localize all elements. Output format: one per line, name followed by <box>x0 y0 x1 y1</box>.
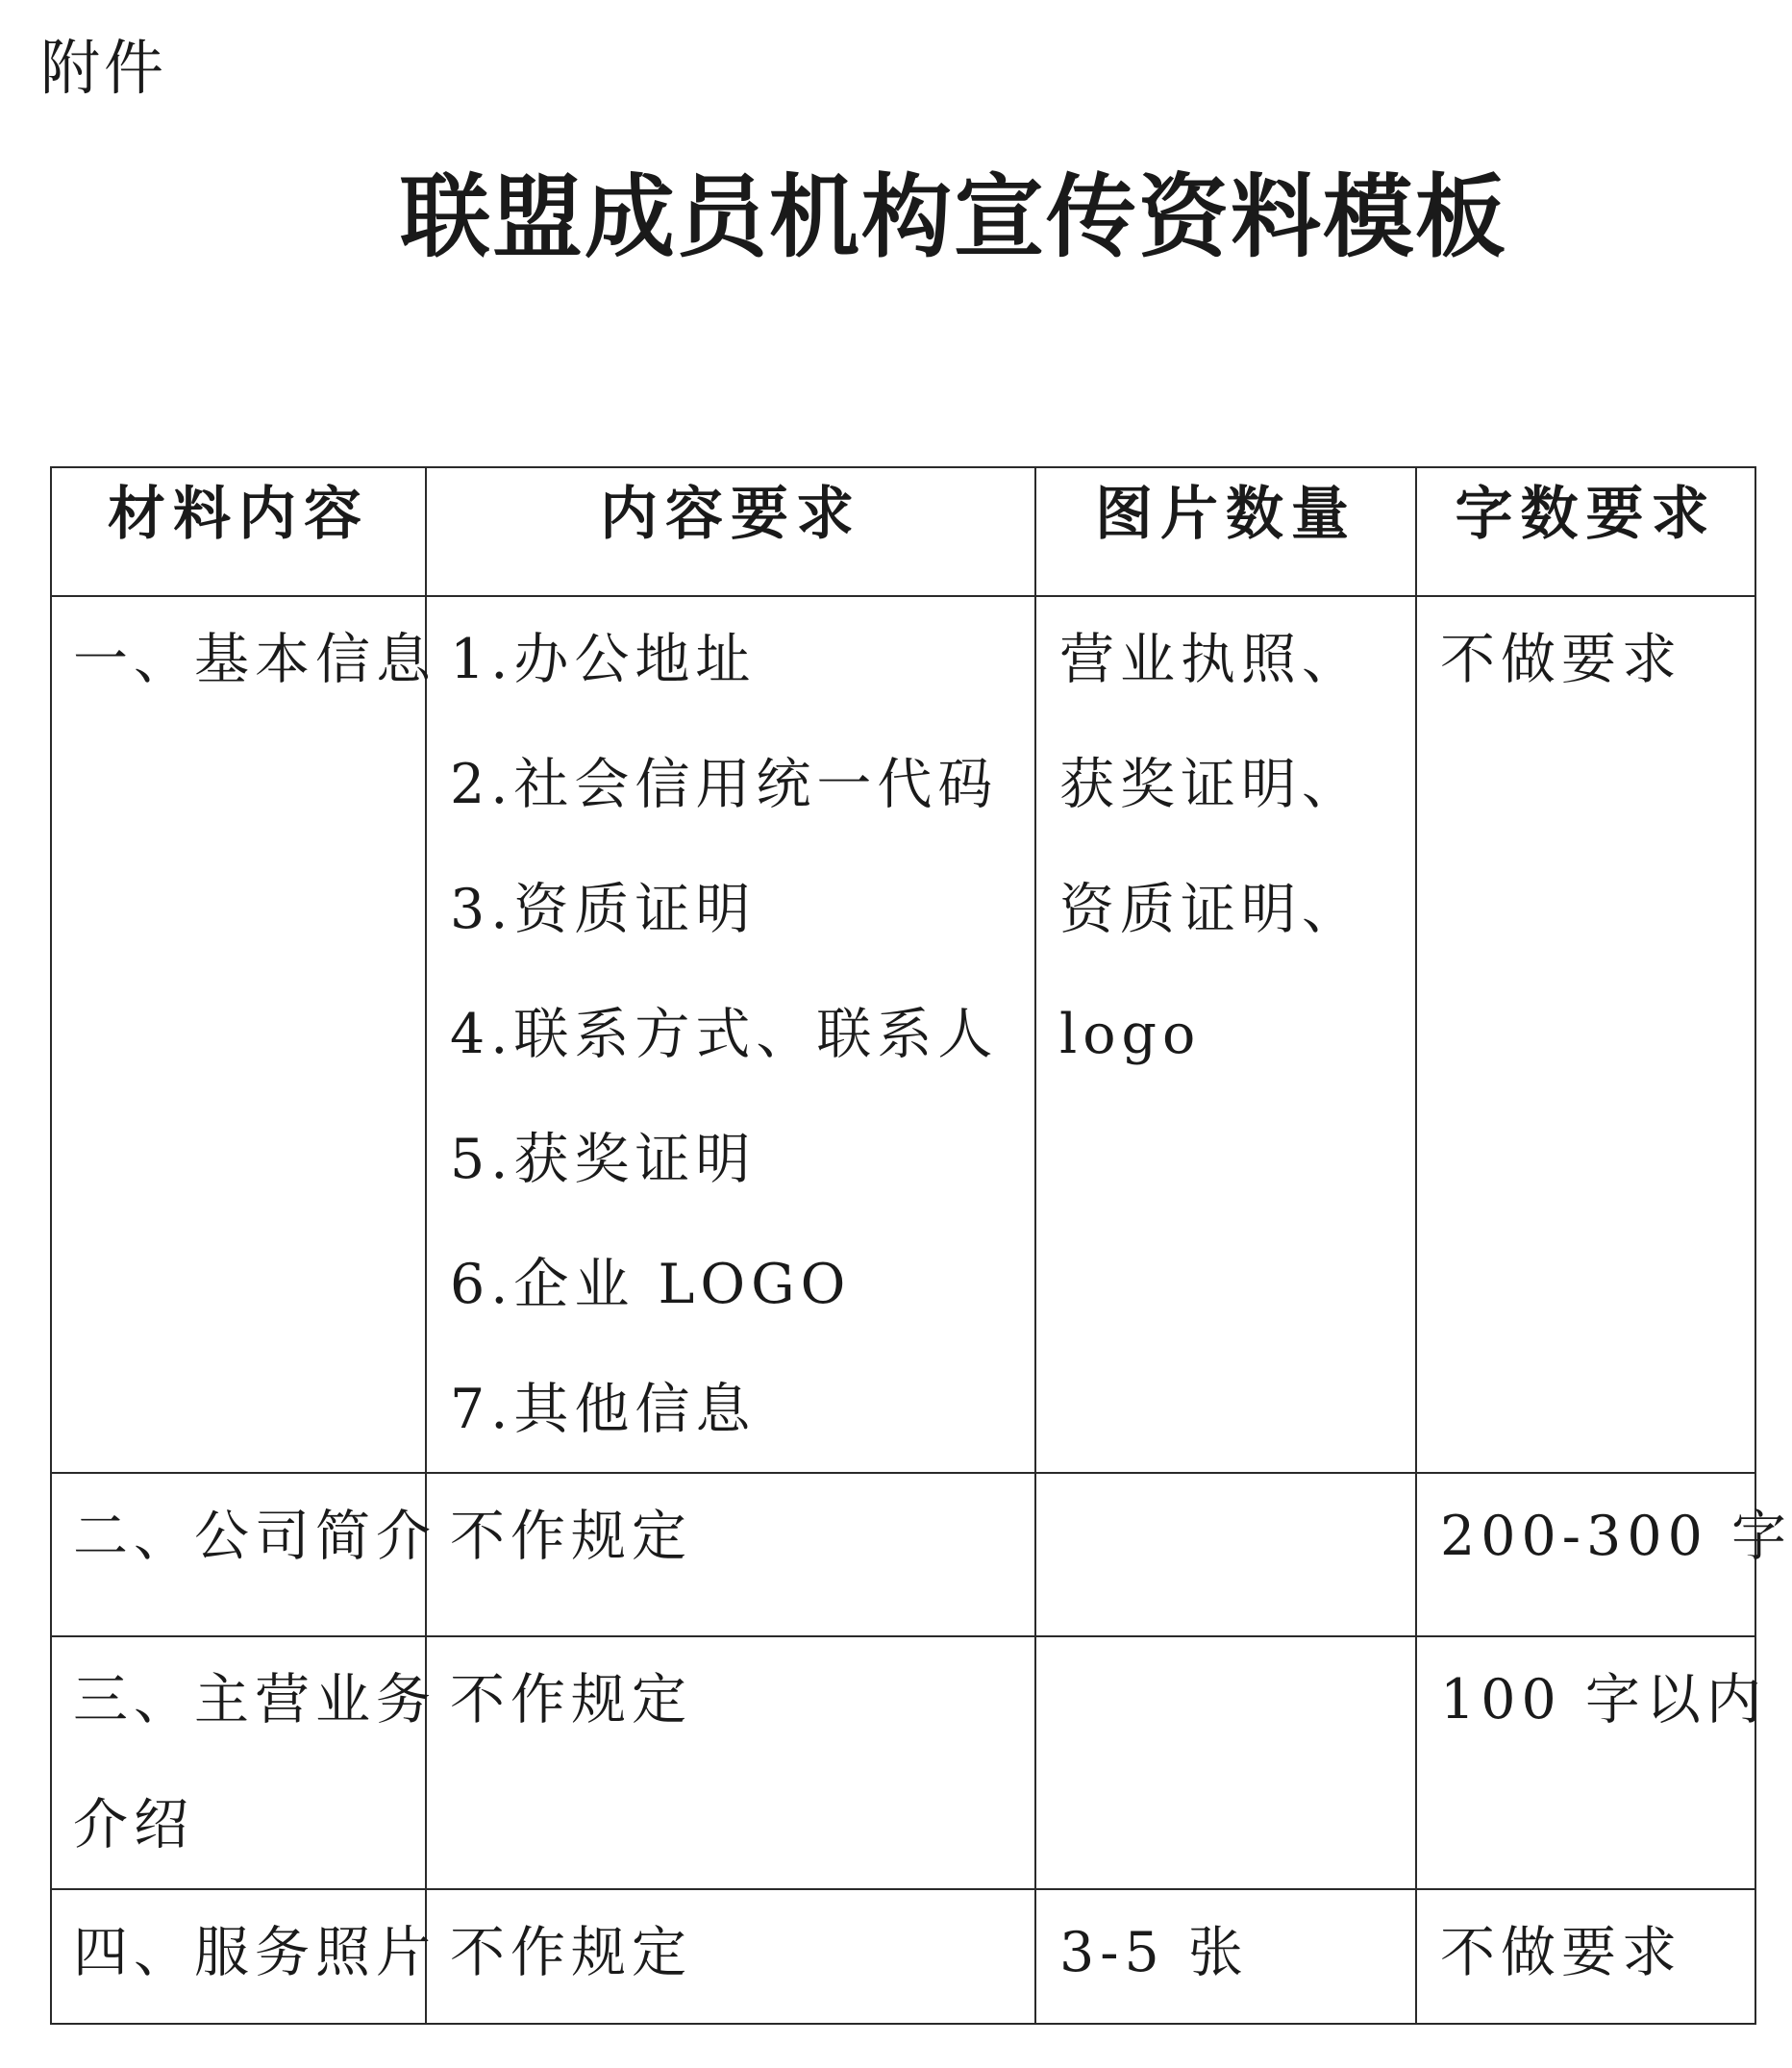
attachment-label: 附件 <box>40 33 168 103</box>
requirement-item: 不作规定 <box>450 1668 692 1732</box>
requirements-cell <box>426 1473 1035 1636</box>
requirement-item: 6.企业 LOGO <box>450 1253 852 1316</box>
requirement-item: 7.其他信息 <box>450 1378 757 1441</box>
table-row <box>51 1889 1755 2024</box>
images-cell <box>1035 1636 1416 1889</box>
images-cell <box>1035 1889 1416 2024</box>
requirement-item: 2.社会信用统一代码 <box>450 753 999 816</box>
requirement-item: 3.资质证明 <box>450 878 757 941</box>
word-count-value: 100 字以内 <box>1440 1668 1767 1732</box>
table-row <box>51 1473 1755 1636</box>
requirement-item: 不作规定 <box>450 1505 692 1568</box>
document-title: 联盟成员机构宣传资料模板 <box>399 165 1507 270</box>
requirements-cell <box>426 1889 1035 2024</box>
requirement-item: 1.办公地址 <box>450 628 757 691</box>
images-cell <box>1035 1473 1416 1636</box>
table-row <box>51 596 1755 1473</box>
image-item: 3-5 张 <box>1059 1921 1249 1984</box>
table-header-row <box>51 467 1755 596</box>
column-header-word-count: 字数要求 <box>1416 467 1755 596</box>
material-label: 四、服务照片 <box>73 1921 436 1984</box>
requirement-item: 不作规定 <box>450 1921 692 1984</box>
material-label: 一、基本信息 <box>73 628 436 691</box>
column-header-images: 图片数量 <box>1035 467 1416 596</box>
image-item: 营业执照、 <box>1059 628 1362 691</box>
word-count-cell <box>1416 1636 1767 1889</box>
requirement-item: 4.联系方式、联系人 <box>450 1003 999 1066</box>
image-item: 资质证明、 <box>1059 878 1362 941</box>
image-item: 获奖证明、 <box>1059 753 1362 816</box>
word-count-value: 200-300 字 <box>1440 1505 1792 1568</box>
word-count-value: 不做要求 <box>1440 1921 1682 1984</box>
materials-table <box>50 466 1792 2025</box>
requirements-cell <box>426 1636 1035 1889</box>
word-count-value: 不做要求 <box>1440 628 1682 691</box>
requirements-cell <box>426 596 1035 1473</box>
material-cell <box>51 1473 436 1636</box>
material-label: 三、主营业务 <box>73 1668 436 1732</box>
material-cell <box>51 596 436 1473</box>
requirement-item: 5.获奖证明 <box>450 1128 757 1191</box>
column-header-requirements: 内容要求 <box>426 467 1035 596</box>
material-label: 二、公司简介 <box>73 1505 436 1568</box>
material-cell <box>51 1636 436 1889</box>
table-row <box>51 1636 1755 1889</box>
word-count-cell <box>1416 596 1755 1473</box>
word-count-cell <box>1416 1889 1755 2024</box>
word-count-cell <box>1416 1473 1792 1636</box>
image-item: logo <box>1059 1003 1202 1066</box>
material-cell <box>51 1889 436 2024</box>
column-header-material: 材料内容 <box>51 467 426 596</box>
images-cell <box>1035 596 1416 1473</box>
material-label: 介绍 <box>73 1793 194 1856</box>
